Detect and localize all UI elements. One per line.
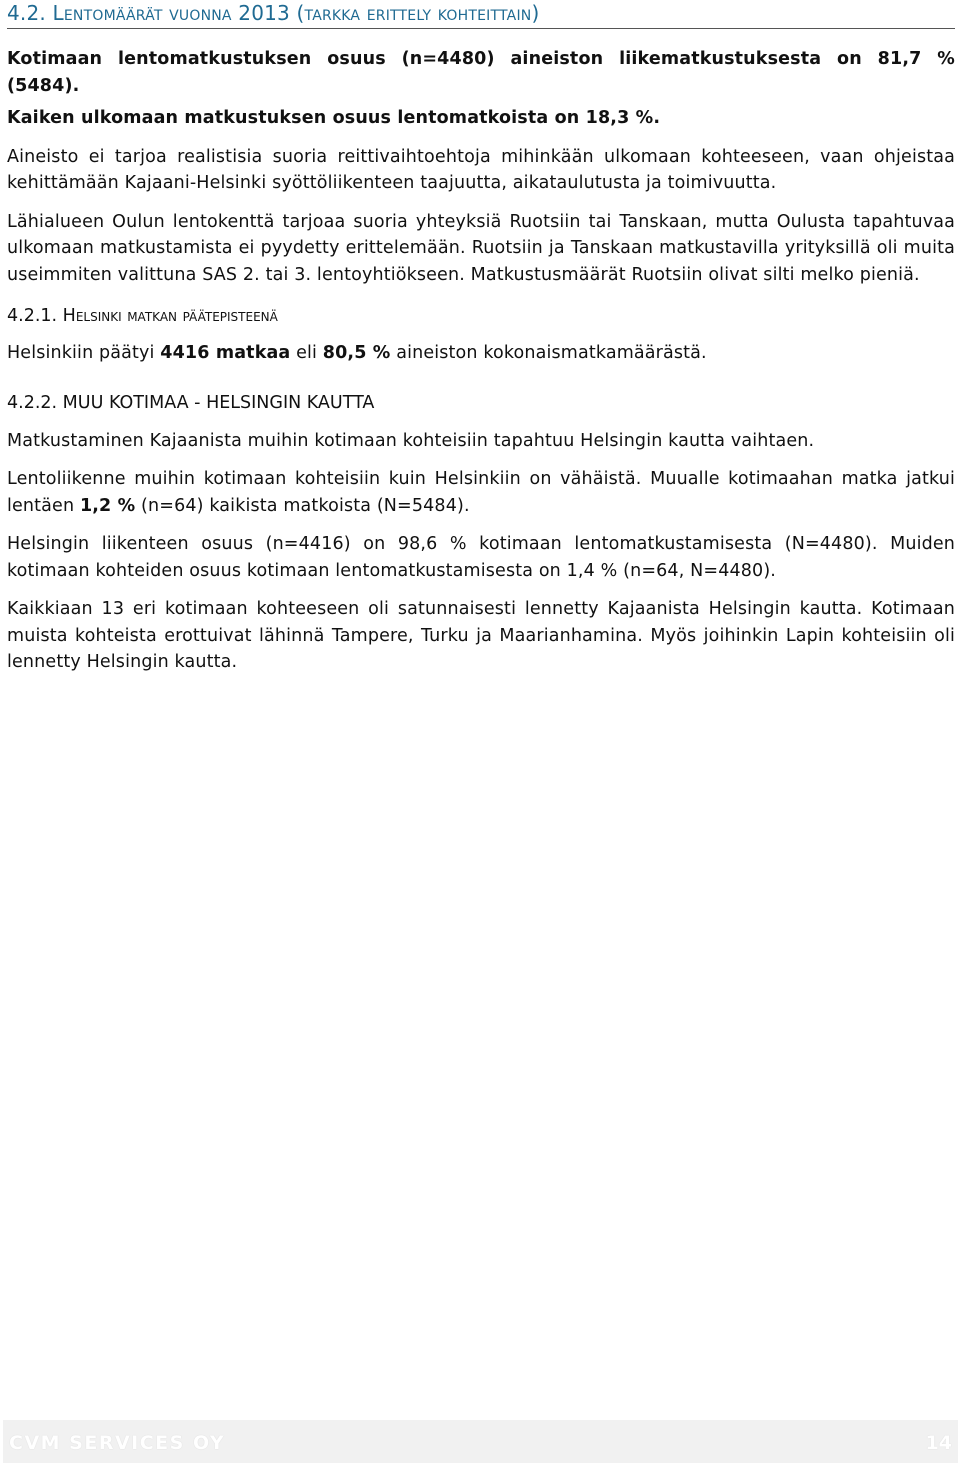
subsection-1-title: Helsinki matkan päätepisteenä <box>62 306 278 326</box>
subsection-1-number: 4.2.1. <box>7 306 58 326</box>
bold-percentage: 1,2 % <box>79 495 136 516</box>
subsection-2-paragraph-1: Matkustaminen Kajaanista muihin kotimaan kohteisiin tapahtuu Helsingin kautta vaihtaen. <box>7 430 815 451</box>
subsection-2-number: 4.2.2. <box>7 392 58 413</box>
document-page <box>7 0 955 676</box>
page-footer <box>3 1420 958 1463</box>
subsection-1-paragraph <box>7 340 955 367</box>
footer-page-number: 14 <box>925 1432 952 1454</box>
subsection-2-heading <box>7 391 955 415</box>
intro-paragraph-2: Lähialueen Oulun lentokenttä tarjoaa suoria yhteyksiä Ruotsiin tai Tanskaan, mutta Oulusta tapahtuvaa ulkomaan matkustamista ei pyydetty erittelemään. Ruotsiin ja Tanskaan matkustavilla yrityksillä oli muita useimmiten valittuna SAS 2. tai 3. lentoyhtiökseen. Matkustusmäärät Ruotsiin olivat silti melko pieniä. <box>7 211 955 285</box>
text-run: (n=64) kaikista matkoista (N=5484). <box>135 495 470 516</box>
section-number: 4.2. <box>7 1 46 25</box>
text-run: aineiston kokonaismatkamäärästä. <box>390 343 707 363</box>
intro-paragraph-1: Aineisto ei tarjoa realistisia suoria reittivaihtoehtoja mihinkään ulkomaan kohteeseen, vaan ohjeistaa kehittämään Kajaani-Helsinki syöttöliikenteen taajuutta, aikataulutusta ja toimivuutta. <box>7 146 955 193</box>
bold-trip-count: 4416 matkaa <box>160 343 291 363</box>
section-title: Lentomäärät vuonna 2013 (tarkka erittely kohteittain) <box>52 1 540 25</box>
subsection-2-paragraph-4: Kaikkiaan 13 eri kotimaan kohteeseen oli satunnaisesti lennetty Kajaanista Helsingin kautta. Kotimaan muista kohteista erottuivat lähinnä Tampere, Turku ja Maarianhamina. Myös joihinkin Lapin kohteisiin oli lennetty Helsingin kautta. <box>7 599 955 672</box>
subsection-2-paragraph-3: Helsingin liikenteen osuus (n=4416) on 98,6 % kotimaan lentomatkustamisesta (N=4480). Muiden kotimaan kohteiden osuus kotimaan lentomatkustamisesta on 1,4 % (n=64, N=4480). <box>7 534 955 581</box>
footer-company-name: CVM SERVICES OY <box>9 1432 226 1454</box>
bold-percentage: 80,5 % <box>322 343 391 363</box>
text-run: eli <box>290 343 323 363</box>
subsection-2-title: MUU KOTIMAA - HELSINGIN KAUTTA <box>62 392 375 413</box>
section-heading <box>7 0 955 29</box>
intro-bold-line-2: Kaiken ulkomaan matkustuksen osuus lentomatkoista on 18,3 %. <box>7 108 661 128</box>
subsection-2-paragraph-2 <box>7 466 955 519</box>
intro-bold-line-1: Kotimaan lentomatkustuksen osuus (n=4480) aineiston liikematkustuksesta on 81,7 % (5484). <box>7 49 955 96</box>
text-run: Lentoliikenne muihin kotimaan kohteisiin kuin Helsinkiin on vähäistä. Muualle kotimaahan matka jatkui lentäen <box>7 469 955 516</box>
text-run: Helsinkiin päätyi <box>7 343 161 363</box>
subsection-1-heading <box>7 304 955 328</box>
